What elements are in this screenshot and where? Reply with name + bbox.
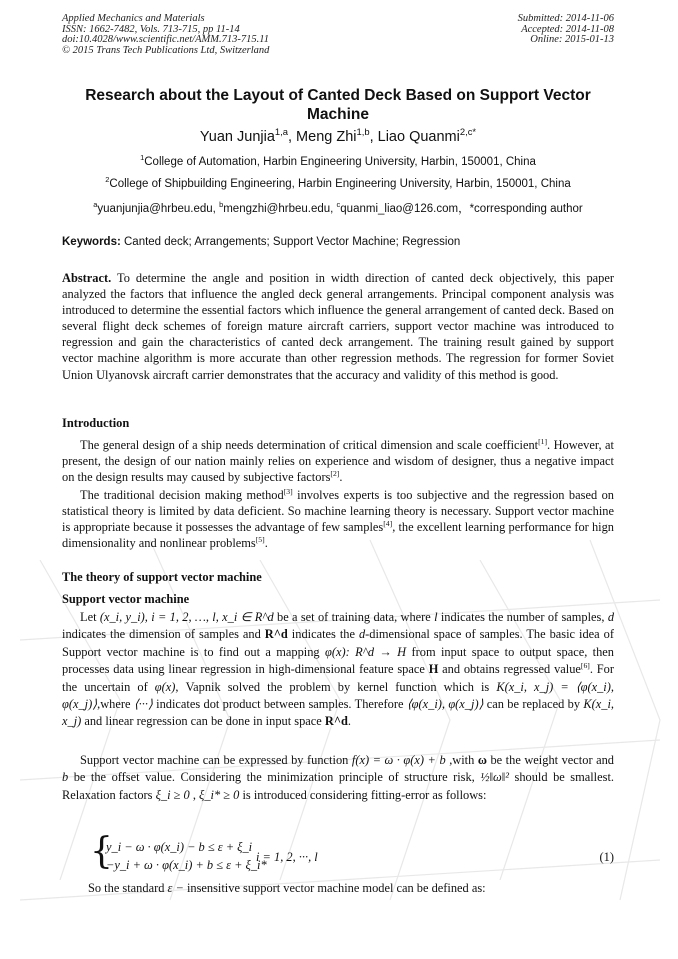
math-var: R^d bbox=[264, 627, 288, 642]
math-kernel: K(x_i, x_j) = ⟨φ(x_i), φ(x_j)⟩ bbox=[62, 679, 614, 712]
abstract bbox=[62, 270, 614, 383]
author-name: Meng Zhi bbox=[296, 129, 357, 145]
email-link[interactable]: quanmi_liao@126.com bbox=[340, 203, 459, 215]
math-norm: ½‖ω‖² bbox=[480, 770, 509, 785]
subsection-heading-svm: Support vector machine bbox=[62, 592, 190, 606]
equation-line: y_i − ω · φ(x_i) − b ≤ ε + ξ_i bbox=[106, 840, 253, 854]
math-var: ε − bbox=[167, 881, 184, 895]
journal-issn: ISSN: 1662-7482, Vols. 713-715, pp 11-14 bbox=[62, 23, 240, 35]
author-emails: $^a$yuanjunjia@hrbeu.edu, $^b$mengzhi@hrbeu.edu, $^c$quanmi_liao@126.com，*corresponding author bbox=[93, 200, 583, 215]
section-heading-introduction: Introduction bbox=[62, 416, 130, 430]
equation-line: −y_i + ω · φ(x_i) + b ≤ ε + ξ_i* bbox=[106, 858, 267, 872]
paper-title: Research about the Layout of Canted Deck Based on Support Vector Machine bbox=[85, 87, 591, 123]
citation-ref[interactable]: [4] bbox=[383, 519, 393, 529]
email-link[interactable]: yuanjunjia@hrbeu.edu bbox=[97, 203, 213, 215]
equation-brace: { bbox=[90, 831, 113, 872]
journal-info bbox=[62, 14, 269, 56]
affiliation-2 bbox=[62, 175, 614, 190]
citation-ref[interactable]: [6] bbox=[580, 661, 590, 671]
submission-dates bbox=[518, 14, 614, 46]
theory-paragraph-1: Let (x_i, y_i), i = 1, 2, …, l, x_i ∈ R^d be a set of training data, where l indicates the number of samples, d indicates the dimension of samples and R^d indicates the d-dimensional space of samples. The basic idea of Support vector machine is to find out a mapping φ(x): R^d → H from input space to output space, then processes data using linear regression in high-dimensional feature space H and obtains regressed value[6]. For the uncertain of φ(x), Vapnik solved the problem by kernel function which is K(x_i, x_j) = ⟨φ(x_i), φ(x_j)⟩,where ⟨···⟩ indicates dot product between samples. Therefore ⟨φ(x_i), φ(x_j)⟩ can be replaced by K(x_i, x_j) and linear regression can be done in input space R^d. bbox=[62, 610, 615, 729]
affiliation-text: College of Shipbuilding Engineering, Harbin Engineering University, Harbin, 150001, China bbox=[109, 178, 571, 190]
affiliation-sup: 1 bbox=[140, 153, 145, 163]
intro-paragraph-1: The general design of a ship needs determination of critical dimension and scale coefficient[1]. However, at present, the design of our nation mainly relies on experience and wisdom of designer, thus a negative impact on the design results may caused by subjective factors[2]. bbox=[62, 436, 614, 485]
math-mapping: φ(x): R^d → H bbox=[324, 644, 407, 659]
author-sup: 1,b bbox=[356, 126, 370, 138]
intro-paragraph-2: The traditional decision making method[3] involves experts is too subjective and the regression based on statistical theory is limited by data deficient. So machine learning theory is necessary. Support vector machine is appropriate because it possesses the advantage of few samples[4], the excellent learning performance for hign dimensionality and nonlinear problems[5]. bbox=[62, 486, 615, 551]
math-training-set: (x_i, y_i), i = 1, 2, …, l, x_i ∈ R^d bbox=[99, 610, 274, 624]
accepted-date: Accepted: 2014-11-08 bbox=[521, 23, 614, 35]
math-var: R^d bbox=[324, 714, 348, 729]
equation-number: (1) bbox=[599, 850, 614, 864]
citation-ref[interactable]: [1] bbox=[538, 436, 548, 446]
theory-paragraph-3: So the standard ε − insensitive support vector machine model can be defined as: bbox=[88, 881, 486, 895]
keywords bbox=[62, 236, 614, 248]
theory-paragraph-2: Support vector machine can be expressed by function f(x) = ω · φ(x) + b ,with ω be the weight vector and b be the offset value. Considering the minimization principle of structure risk, ½‖ω‖² should be smallest. Relaxation factors ξ_i ≥ 0 , ξ_i* ≥ 0 is introduced considering fitting-error as follows: bbox=[62, 753, 614, 802]
abstract-text: To determine the angle and position in width direction of canted deck objectively, this paper analyzed the factors that influence the angled deck general arrangements. Principal component analysis was introduced to determine the essential factors which influence the general arrangement of canted deck. Based on several flight deck schemes of foreign mature aircraft carriers, support vector machine was introduced to regression and gain the characteristics of canted deck arrangement. The training result gained by support vector machine algorithm is more accurate than other regression methods. The regression for former Soviet Union Ulyanovsk aircraft carrier demonstrates that the accuracy and validity of this method is good. bbox=[62, 271, 614, 382]
keywords-label: Keywords: bbox=[62, 236, 121, 248]
math-var: ⟨···⟩ bbox=[133, 697, 153, 712]
math-var: H bbox=[428, 662, 439, 677]
citation-ref[interactable]: [2] bbox=[330, 469, 340, 479]
equation-1 bbox=[90, 831, 614, 876]
author-name: Liao Quanmi bbox=[377, 129, 460, 145]
math-var: b bbox=[62, 770, 69, 785]
math-var: l bbox=[434, 610, 438, 624]
online-date: Online: 2015-01-13 bbox=[530, 34, 614, 46]
author-name: Yuan Junjia bbox=[199, 129, 275, 145]
journal-name: Applied Mechanics and Materials bbox=[62, 13, 205, 24]
journal-doi: doi:10.4028/www.scientific.net/AMM.713-715.11 bbox=[62, 34, 269, 46]
math-var: ω bbox=[477, 753, 487, 767]
author-sup: 2,c* bbox=[459, 126, 477, 138]
math-var: φ(x) bbox=[154, 679, 176, 694]
math-var: ξ_i ≥ 0 bbox=[155, 787, 190, 802]
equation-range: i = 1, 2, ···, l bbox=[256, 850, 318, 864]
affiliation-sup: 2 bbox=[105, 175, 110, 185]
author-list: Yuan Junjia$^{1,a}$, Meng Zhi$^{1,b}$, Liao Quanmi$^{2,c*}$ bbox=[199, 126, 477, 145]
section-heading-theory: The theory of support vector machine bbox=[62, 570, 262, 584]
submitted-date: Submitted: 2014-11-06 bbox=[517, 13, 614, 24]
keywords-text: Canted deck; Arrangements; Support Vector Machine; Regression bbox=[120, 236, 461, 248]
affiliation-text: College of Automation, Harbin Engineering University, Harbin, 150001, China bbox=[144, 156, 536, 168]
math-var: ξ_i* ≥ 0 bbox=[199, 787, 240, 802]
math-var: K(x_i, x_j) bbox=[62, 697, 615, 729]
math-var: d bbox=[607, 610, 615, 624]
abstract-label: Abstract. bbox=[62, 271, 112, 285]
journal-copyright: © 2015 Trans Tech Publications Ltd, Switzerland bbox=[62, 44, 270, 56]
author-sup: 1,a bbox=[274, 126, 288, 138]
math-function: f(x) = ω · φ(x) + b bbox=[351, 753, 446, 767]
affiliation-1 bbox=[62, 153, 614, 168]
math-inner-product: ⟨φ(x_i), φ(x_j)⟩ bbox=[406, 697, 484, 712]
email-link[interactable]: mengzhi@hrbeu.edu bbox=[223, 203, 331, 215]
corresponding-note: ，*corresponding author bbox=[458, 203, 583, 215]
citation-ref[interactable]: [5] bbox=[255, 535, 265, 545]
citation-ref[interactable]: [3] bbox=[283, 486, 293, 496]
math-var: d bbox=[358, 627, 366, 642]
